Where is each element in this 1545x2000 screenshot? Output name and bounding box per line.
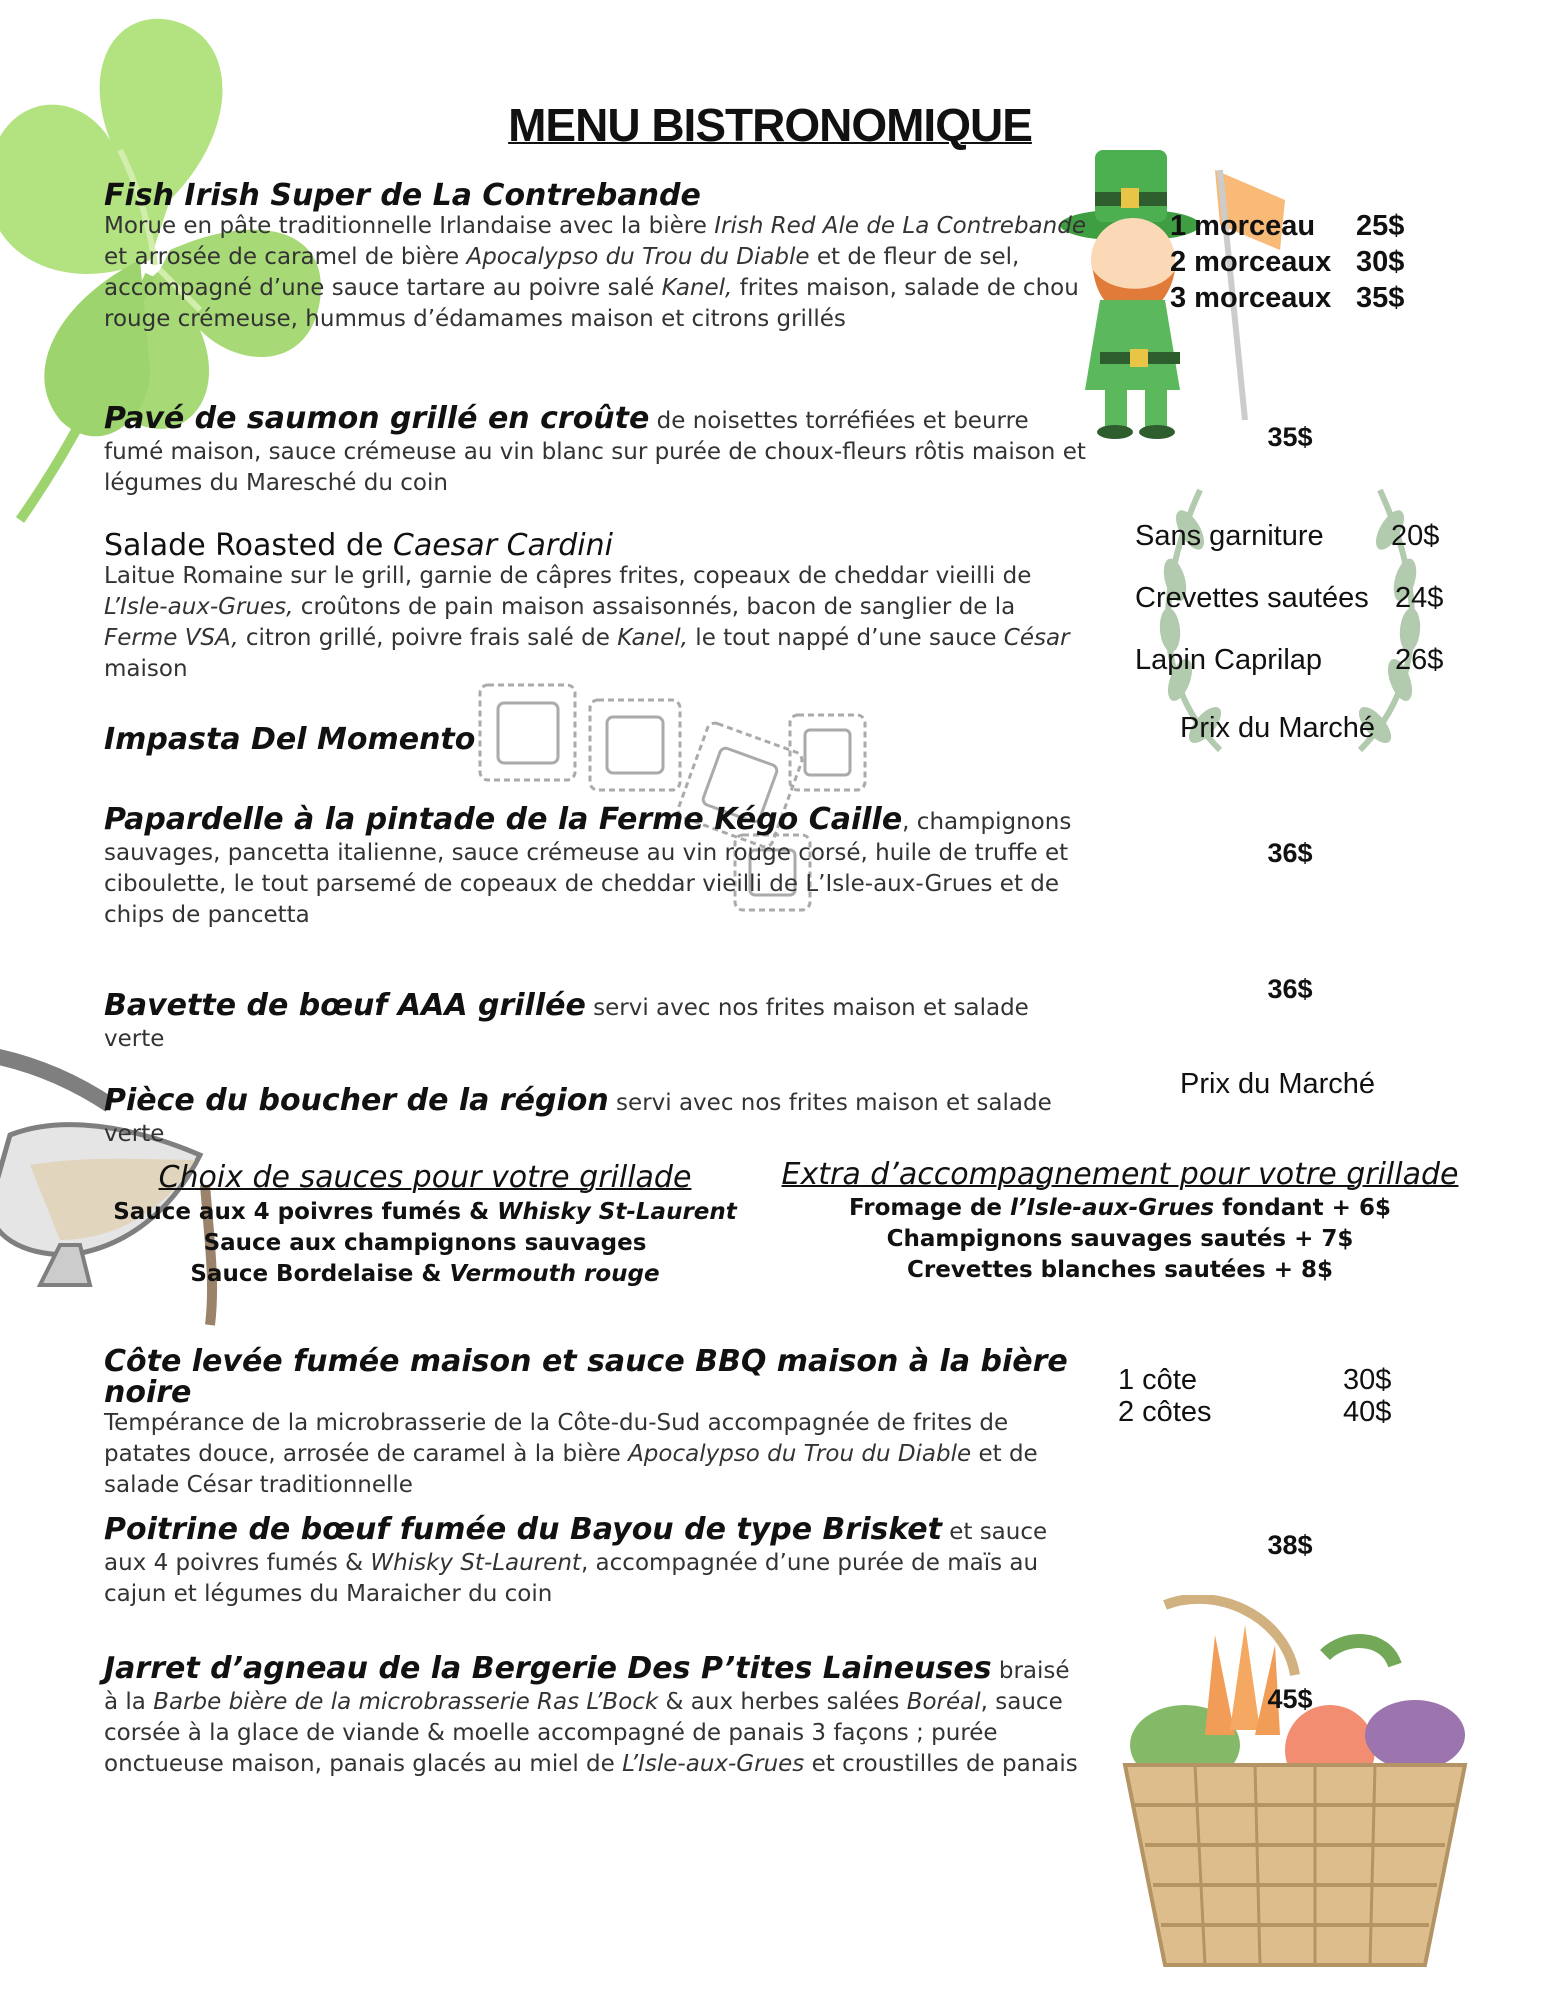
text-run: Champignons sauvages sautés + 7$ [886, 1226, 1354, 1252]
item-description [104, 561, 1089, 685]
item-name: Côte levée fumée maison et sauce BBQ maison à la bière noire [104, 1344, 1068, 1410]
item-description: servi avec nos frites maison et salade verte [104, 995, 1029, 1052]
italic-text: L’Isle-aux-Grues, [104, 594, 294, 620]
extras-title: Extra d’accompagnement pour votre grillade [781, 1157, 1459, 1192]
text-run: Sauce Bordelaise & [190, 1261, 450, 1287]
italic-text: L’Isle-aux-Grues [622, 1751, 805, 1777]
menu-item-fish [104, 180, 1089, 335]
italic-text: Vermouth rouge [449, 1261, 660, 1287]
item-name: Papardelle à la pintade de la Ferme Kégo Caille [104, 802, 903, 837]
italic-text: Barbe bière de la microbrasserie Ras L’Bock [153, 1689, 659, 1715]
extra-line-2 [780, 1224, 1460, 1255]
item-name: Jarret d’agneau de la Bergerie Des P’tites Laineuses [104, 1651, 992, 1686]
text-run: frites maison, salade de chou rouge crémeuse, hummus d’édamames maison et citrons grillés [104, 275, 1079, 332]
sauce-line-1 [80, 1197, 770, 1228]
item-name: Poitrine de bœuf fumée du Bayou de type Brisket [104, 1512, 942, 1547]
menu-item-piece [104, 1085, 1089, 1150]
menu-item-salade [104, 530, 1089, 685]
bavette-price: 36$ [1267, 974, 1313, 1004]
italic-text: Apocalypso du Trou du Diable [466, 244, 810, 270]
text-run: maison [104, 656, 188, 682]
item-name: Pièce du boucher de la région [104, 1083, 609, 1118]
menu-item-poitrine [104, 1514, 1089, 1610]
menu-item-cote [104, 1346, 1089, 1501]
text-run: Sauce aux champignons sauvages [203, 1230, 647, 1256]
text-run: Tempérance de la microbrasserie de la Côte-du-Sud accompagnée de frites de patates douce, arrosée de caramel à la bière [104, 1410, 1009, 1467]
italic-text: César [1003, 625, 1070, 651]
item-name: Salade Roasted de Caesar Cardini [104, 528, 613, 563]
text-run: Fromage de [849, 1195, 1011, 1221]
menu-item-impasta [104, 724, 1089, 755]
italic-text: Irish Red Ale de La Contrebande [714, 213, 1086, 239]
text-run: croûtons de pain maison assaisonnés, bacon de sanglier de la [293, 594, 1016, 620]
item-description: servi avec nos frites maison et salade verte [104, 1090, 1052, 1147]
italic-text: Ferme VSA, [104, 625, 239, 651]
menu-item-jarret [104, 1653, 1089, 1780]
vegetable-basket-icon [1085, 1595, 1505, 1985]
italic-text: Apocalypso du Trou du Diable [628, 1441, 972, 1467]
text-run: fondant + 6$ [1214, 1195, 1391, 1221]
sauce-line-2 [80, 1228, 770, 1259]
saumon-price: 35$ [1267, 422, 1313, 452]
text-run: Sauce aux 4 poivres fumés & [113, 1199, 498, 1225]
italic-text: Whisky St-Laurent [497, 1199, 737, 1225]
text-run: et de fleur de sel, accompagné d’une sauce tartare au poivre salé [104, 244, 1020, 301]
text-run: Morue en pâte traditionnelle Irlandaise avec la bière [104, 213, 715, 239]
menu-item-saumon [104, 403, 1089, 499]
item-name: Bavette de bœuf AAA grillée [104, 988, 586, 1023]
item-name: Fish Irish Super de La Contrebande [104, 178, 701, 213]
text-run: et croustilles de panais [804, 1751, 1078, 1777]
italic-text: Whisky St-Laurent [370, 1550, 581, 1576]
page-title: MENU BISTRONOMIQUE [508, 99, 1032, 151]
italic-text: Kanel, [617, 625, 688, 651]
item-name: Impasta Del Momento [104, 722, 476, 757]
text-run: , sauce corsée à la glace de viande & moelle accompagné de panais 3 façons ; purée onctueuse maison, panais glacés au miel de [104, 1689, 1063, 1777]
sauce-line-3 [80, 1259, 770, 1290]
text-run: , accompagnée d’une purée de maïs au cajun et légumes du Maraicher du coin [104, 1550, 1039, 1607]
papardelle-price: 36$ [1267, 838, 1313, 868]
text-run: Laitue Romaine sur le grill, garnie de câpres frites, copeaux de cheddar vieilli de [104, 563, 1032, 589]
italic-text: l’Isle-aux-Grues [1010, 1195, 1215, 1221]
menu-item-bavette [104, 990, 1089, 1055]
jarret-price: 45$ [1267, 1684, 1313, 1714]
text-run: citron grillé, poivre frais salé de [238, 625, 618, 651]
poitrine-price: 38$ [1267, 1530, 1313, 1560]
text-run: et arrosée de caramel de bière [104, 244, 467, 270]
text-run: et sauce aux 4 poivres fumés & [104, 1519, 1048, 1576]
extra-line-1 [780, 1193, 1460, 1224]
text-run: Crevettes blanches sautées + 8$ [906, 1257, 1333, 1283]
text-run: & aux herbes salées [658, 1689, 907, 1715]
text-run: le tout nappé d’une sauce [688, 625, 1004, 651]
italic-text: Kanel, [661, 275, 733, 301]
italic-text: Boréal [906, 1689, 981, 1715]
item-description [104, 1408, 1089, 1501]
sauces-title: Choix de sauces pour votre grillade [158, 1160, 692, 1195]
item-description [104, 211, 1089, 335]
item-name: Pavé de saumon grillé en croûte [104, 401, 650, 436]
extra-line-3 [780, 1255, 1460, 1286]
text-run: de noisettes torréfiées et beurre fumé maison, sauce crémeuse au vin blanc sur purée de choux-fleurs rôtis maison et légumes du Maresché du coin [104, 408, 1086, 496]
text-run: , champignons sauvages, pancetta italienne, sauce crémeuse au vin rouge corsé, huile de truffe et ciboulette, le tout parsemé de copeaux de cheddar vieilli de L’Isle-aux-Grues et de chips de pancetta [104, 809, 1072, 928]
menu-item-papardelle [104, 804, 1089, 931]
text-run: braisé à la [104, 1658, 1070, 1715]
text-run: et de salade César traditionnelle [104, 1441, 1038, 1498]
